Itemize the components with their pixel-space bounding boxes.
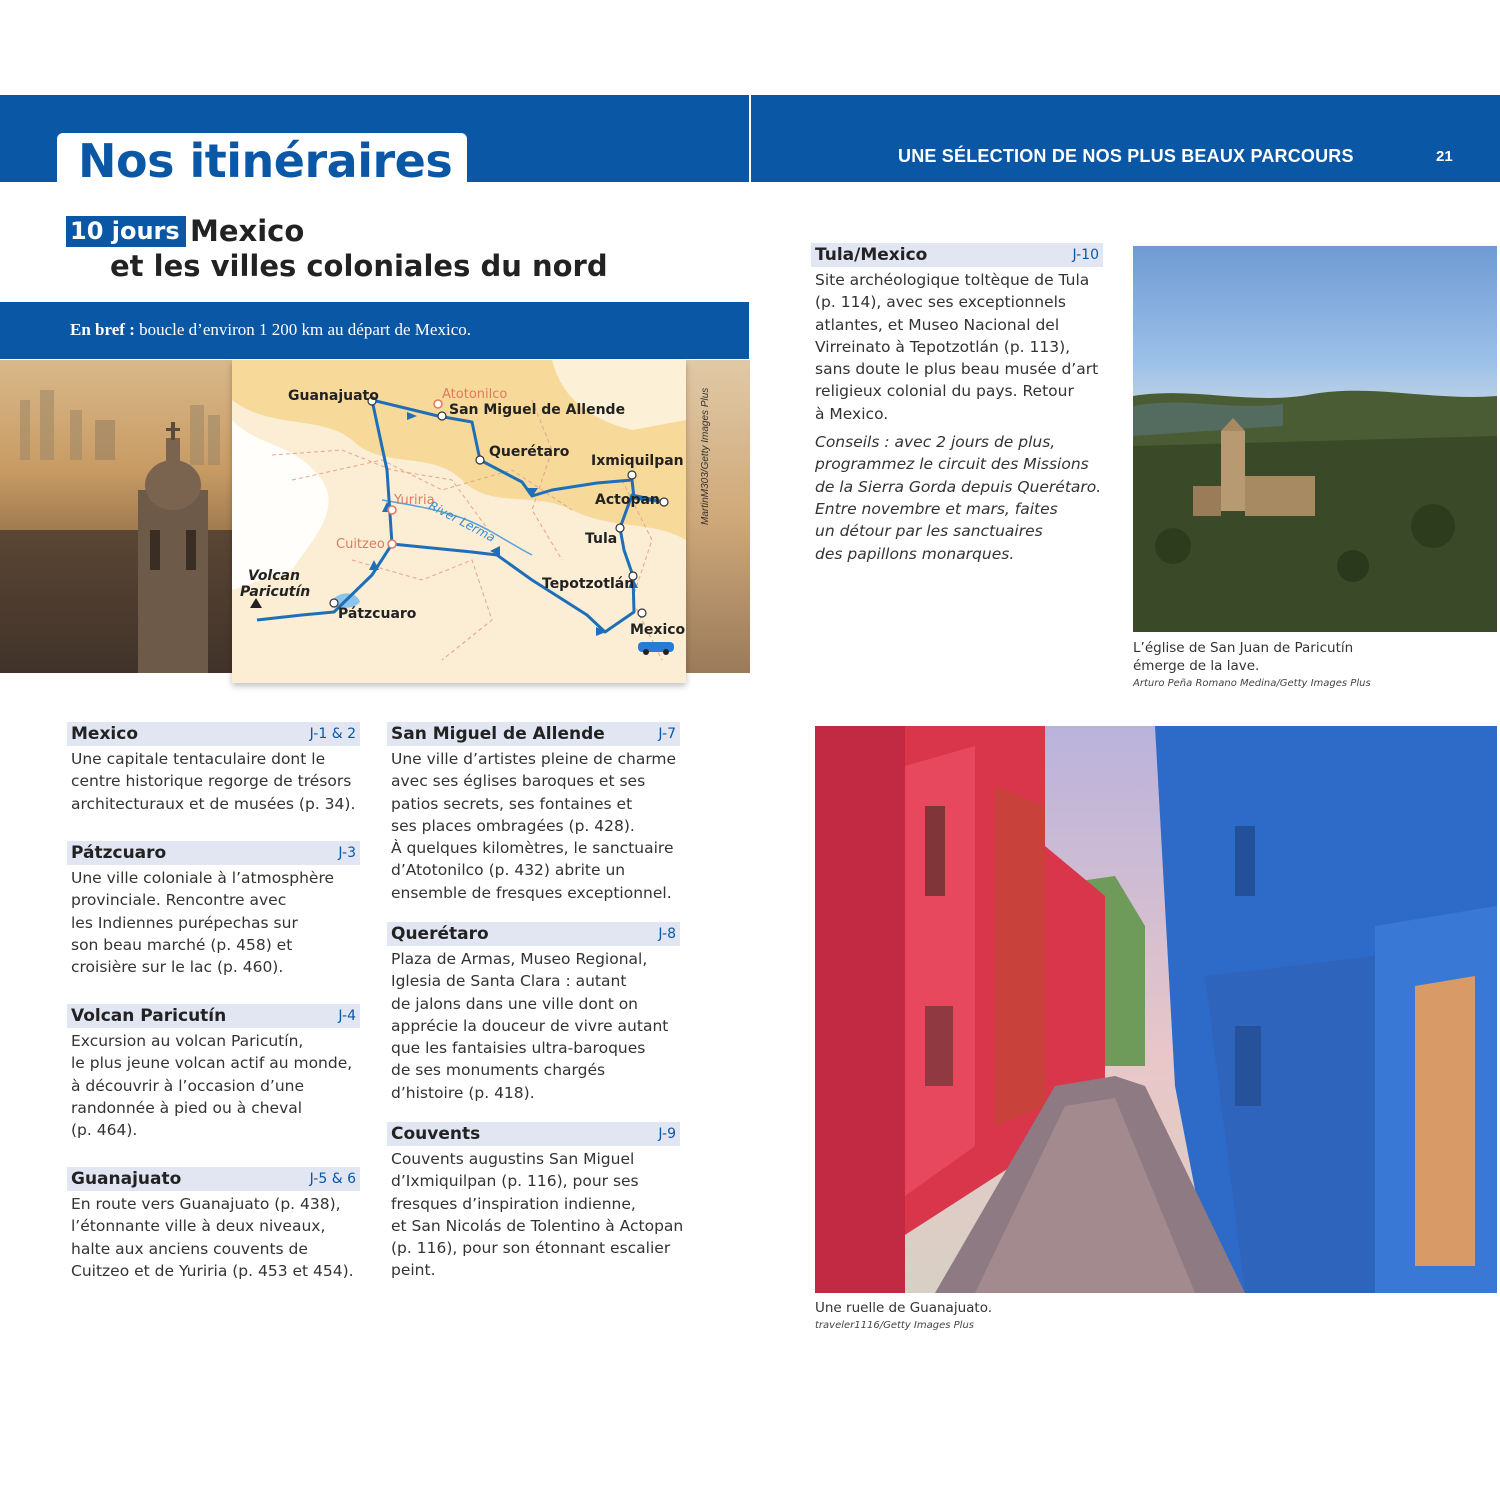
church-credit: Arturo Peña Romano Medina/Getty Images Plus bbox=[1133, 678, 1371, 689]
page-title: Nos itinéraires bbox=[78, 134, 453, 188]
street-credit: traveler1116/Getty Images Plus bbox=[815, 1320, 974, 1331]
section-name: Mexico bbox=[71, 724, 138, 744]
section-volcan bbox=[67, 1004, 360, 1141]
street-photo-image bbox=[815, 726, 1497, 1293]
street-caption: Une ruelle de Guanajuato. bbox=[815, 1300, 993, 1316]
route-map bbox=[232, 360, 686, 683]
section-san-miguel bbox=[387, 722, 680, 904]
section-day: J-3 bbox=[338, 845, 356, 861]
section-body: Excursion au volcan Paricutín, le plus jeune volcan actif au monde, à découvrir à l’occasion d’une randonnée à pied ou à cheval (p. 464). bbox=[71, 1032, 353, 1140]
section-header-tula bbox=[811, 243, 1103, 267]
city-skyline-image bbox=[0, 360, 232, 673]
section-day: J-8 bbox=[658, 926, 676, 942]
church-photo-image bbox=[1133, 246, 1497, 632]
section-body: Une capitale tentaculaire dont le centre historique regorge de trésors architecturaux et de musées (p. 34). bbox=[71, 750, 356, 813]
route-map-drawing bbox=[232, 360, 686, 683]
section-day: J-10 bbox=[1072, 247, 1099, 263]
map-label-cuitzeo: Cuitzeo bbox=[336, 537, 385, 552]
section-name: Guanajuato bbox=[71, 1169, 182, 1189]
section-day: J-7 bbox=[658, 726, 676, 742]
map-label-yuriria: Yuriria bbox=[394, 493, 435, 508]
brief-text bbox=[70, 320, 471, 340]
section-couvents bbox=[387, 1122, 687, 1282]
section-tula bbox=[811, 243, 1103, 565]
map-label-ixmiquilpan: Ixmiquilpan bbox=[591, 453, 684, 469]
section-name: Tula/Mexico bbox=[815, 245, 928, 265]
section-queretaro bbox=[387, 922, 680, 1104]
header-bar-right bbox=[751, 95, 1500, 182]
section-name: Volcan Paricutín bbox=[71, 1006, 227, 1026]
section-name: Querétaro bbox=[391, 924, 489, 944]
section-name: Couvents bbox=[391, 1124, 481, 1144]
brief-description: boucle d’environ 1 200 km au départ de Mexico. bbox=[134, 320, 471, 339]
section-header-mexico bbox=[67, 722, 360, 746]
city-photo-edge bbox=[686, 360, 750, 673]
map-label-atotonilco: Atotonilco bbox=[442, 387, 508, 402]
section-header-volcan bbox=[67, 1004, 360, 1028]
map-label-paricutin: Paricutín bbox=[240, 584, 311, 600]
brief-label: En bref : bbox=[70, 320, 135, 339]
section-patzcuaro bbox=[67, 841, 360, 978]
tip-text: Conseils : avec 2 jours de plus, programmez le circuit des Missions de la Sierra Gorda depuis Querétaro. Entre novembre et mars, faites un détour par les sanctuaires des papillons monarques. bbox=[815, 433, 1102, 563]
duration-badge: 10 jours bbox=[66, 216, 186, 247]
section-body: Une ville d’artistes pleine de charme avec ses églises baroques et ses patios secrets, ses fontaines et ses places ombragées (p. 428). À quelques kilomètres, le sanctuaire d’Atotonilco (p. 432) abrite un ensemble de fresques exceptionnel. bbox=[391, 750, 677, 902]
church-photo bbox=[1133, 246, 1497, 632]
map-photo-credit: MartinM303/Getty Images Plus bbox=[700, 387, 711, 525]
section-body: Plaza de Armas, Museo Regional, Iglesia de Santa Clara : autant de jalons dans une ville dont on apprécie la douceur de vivre autant que les fantaisies ultra-baroques de ses monuments chargés d’histoire (p. 418). bbox=[391, 950, 669, 1102]
section-guanajuato bbox=[67, 1167, 360, 1282]
map-label-san-miguel: San Miguel de Allende bbox=[449, 402, 626, 418]
section-name: Pátzcuaro bbox=[71, 843, 167, 863]
mexico-city-photo bbox=[0, 360, 232, 673]
map-label-actopan: Actopan bbox=[595, 492, 660, 508]
route-title-line2: et les villes coloniales du nord bbox=[110, 249, 608, 283]
street-photo bbox=[815, 726, 1497, 1293]
section-mexico bbox=[67, 722, 360, 815]
section-header-patzcuaro bbox=[67, 841, 360, 865]
map-label-tula: Tula bbox=[585, 531, 618, 547]
route-title-line1: Mexico bbox=[190, 214, 305, 248]
map-label-volcan: Volcan bbox=[248, 568, 300, 584]
section-day: J-1 & 2 bbox=[309, 726, 356, 742]
map-label-mexico: Mexico bbox=[630, 622, 686, 638]
section-day: J-5 & 6 bbox=[309, 1171, 356, 1187]
section-body: Site archéologique toltèque de Tula (p. 114), avec ses exceptionnels atlantes, et Museo Nacional del Virreinato à Tepotzotlán (p. 113), sans doute le plus beau musée d’art religieux colonial du pays. Retour à Mexico. bbox=[815, 271, 1099, 423]
map-label-guanajuato: Guanajuato bbox=[288, 388, 379, 404]
page-number: 21 bbox=[1436, 148, 1453, 165]
section-name: San Miguel de Allende bbox=[391, 724, 605, 744]
map-label-tepotzotlan: Tepotzotlán bbox=[542, 576, 635, 592]
church-caption: L’église de San Juan de Paricutín émerge de la lave. bbox=[1133, 640, 1354, 674]
section-body: En route vers Guanajuato (p. 438), l’étonnante ville à deux niveaux, halte aux anciens couvents de Cuitzeo et de Yuriria (p. 453 et 454). bbox=[71, 1195, 354, 1280]
section-body: Une ville coloniale à l’atmosphère provinciale. Rencontre avec les Indiennes purépechas sur son beau marché (p. 458) et croisière sur le lac (p. 460). bbox=[71, 869, 335, 977]
map-label-queretaro: Querétaro bbox=[489, 444, 570, 460]
section-header-couvents bbox=[387, 1122, 680, 1146]
section-header-san-miguel bbox=[387, 722, 680, 746]
section-day: J-4 bbox=[338, 1008, 356, 1024]
section-header-guanajuato bbox=[67, 1167, 360, 1191]
map-label-patzcuaro: Pátzcuaro bbox=[338, 606, 417, 622]
section-body: Couvents augustins San Miguel d’Ixmiquilpan (p. 116), pour ses fresques d’inspiration indienne, et San Nicolás de Tolentino à Actopan (p. 116), pour son étonnant escalier peint. bbox=[391, 1150, 684, 1280]
section-header-queretaro bbox=[387, 922, 680, 946]
section-header: UNE SÉLECTION DE NOS PLUS BEAUX PARCOURS bbox=[898, 146, 1354, 166]
map-label-river: River Lerma bbox=[426, 498, 498, 545]
section-day: J-9 bbox=[658, 1126, 676, 1142]
